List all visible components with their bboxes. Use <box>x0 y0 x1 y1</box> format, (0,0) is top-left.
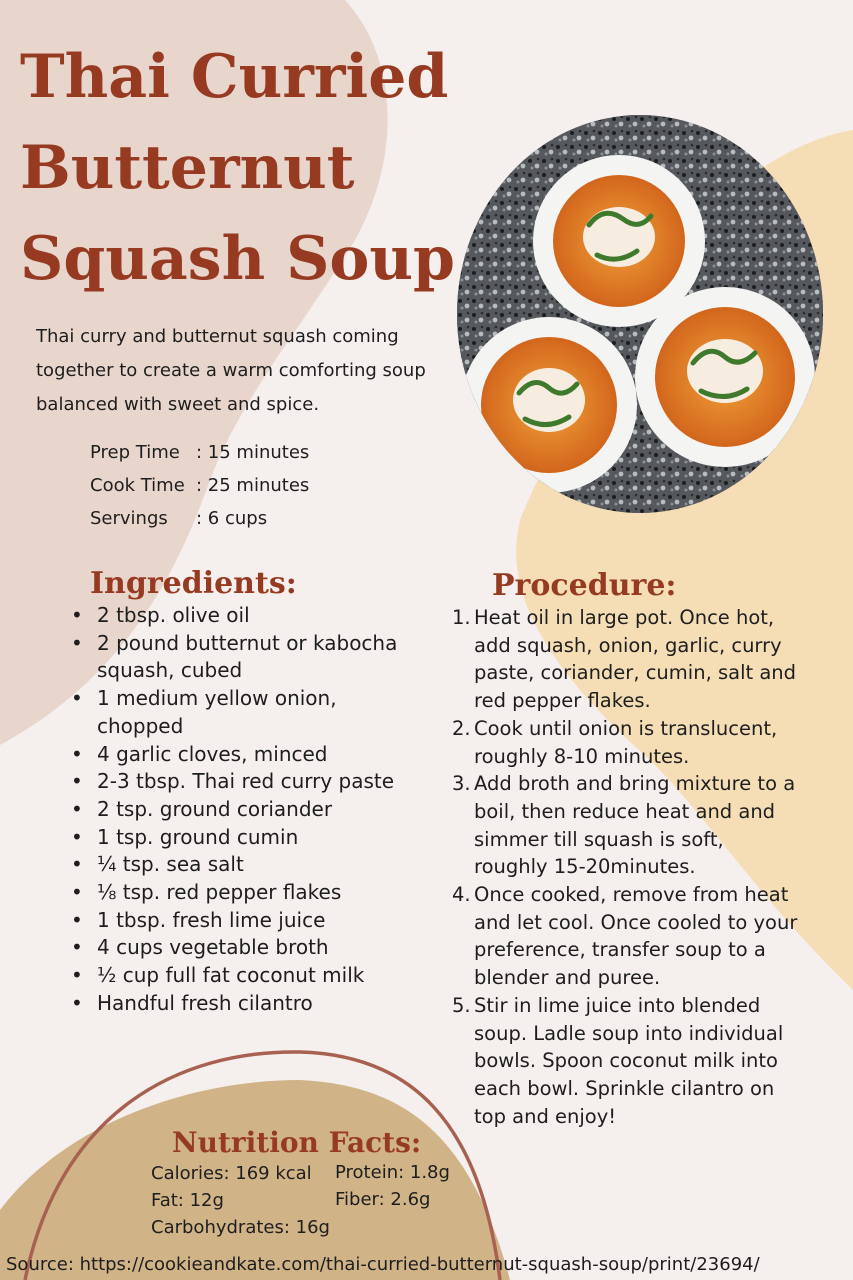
soup-photo <box>457 115 823 513</box>
nutrition-calories: Calories: 169 kcal <box>151 1163 312 1184</box>
ingredient-item: • ½ cup full fat coconut milk <box>97 962 417 990</box>
ingredients-list <box>97 602 417 1018</box>
step-number: 3. <box>452 772 471 796</box>
recipe-description: Thai curry and butternut squash coming together to create a warm comforting soup balanced with sweet and spice. <box>36 326 426 415</box>
procedure-step <box>452 770 802 881</box>
step-number: 4. <box>452 883 471 907</box>
ingredients-heading: Ingredients: <box>90 566 297 601</box>
recipe-title: Thai Curried Butternut Squash Soup <box>20 42 455 294</box>
procedure-step <box>452 715 802 770</box>
step-number: 2. <box>452 716 471 740</box>
servings: Servings : 6 cups <box>90 508 268 529</box>
ingredient-item: • 4 cups vegetable broth <box>97 934 417 962</box>
procedure-step <box>452 881 802 992</box>
step-text: Add broth and bring mixture to a boil, then reduce heat and and simmer till squash is soft, roughly 15-20minutes. <box>474 772 796 879</box>
procedure-list <box>452 604 802 1130</box>
ingredient-item: • 2 pound butternut or kabocha squash, cubed <box>97 630 417 685</box>
nutrition-left-column <box>151 1160 330 1241</box>
nutrition-heading: Nutrition Facts: <box>172 1126 422 1159</box>
soup-bowls-image <box>457 115 823 513</box>
cook-time: Cook Time : 25 minutes <box>90 475 310 496</box>
nutrition-carbs: Carbohydrates: 16g <box>151 1217 330 1238</box>
step-number: 5. <box>452 993 471 1017</box>
ingredient-item: • 1 medium yellow onion, chopped <box>97 685 417 740</box>
ingredient-item: • ⅛ tsp. red pepper flakes <box>97 879 417 907</box>
procedure-step <box>452 992 802 1131</box>
recipe-meta <box>90 436 309 535</box>
nutrition-right-column <box>335 1159 450 1213</box>
step-text: Once cooked, remove from heat and let cool. Once cooled to your preference, transfer soup to a blender and puree. <box>474 883 798 990</box>
ingredient-item: • Handful fresh cilantro <box>97 990 417 1018</box>
procedure-heading: Procedure: <box>492 568 677 603</box>
ingredient-item: • 2 tsp. ground coriander <box>97 796 417 824</box>
step-text: Heat oil in large pot. Once hot, add squash, onion, garlic, curry paste, coriander, cumin, salt and red pepper flakes. <box>474 606 797 713</box>
prep-time: Prep Time : 15 minutes <box>90 442 310 463</box>
step-text: Cook until onion is translucent, roughly 8-10 minutes. <box>474 716 778 768</box>
ingredient-item: • 2 tbsp. olive oil <box>97 602 417 630</box>
ingredient-item: • 4 garlic cloves, minced <box>97 741 417 769</box>
ingredient-item: • 1 tbsp. fresh lime juice <box>97 907 417 935</box>
ingredient-item: • 2-3 tbsp. Thai red curry paste <box>97 768 417 796</box>
nutrition-fiber: Fiber: 2.6g <box>335 1189 431 1210</box>
step-number: 1. <box>452 606 471 629</box>
procedure-step <box>452 604 802 715</box>
nutrition-protein: Protein: 1.8g <box>335 1162 450 1183</box>
nutrition-fat: Fat: 12g <box>151 1190 224 1211</box>
source-link[interactable]: Source: https://cookieandkate.com/thai-curried-butternut-squash-soup/print/23694/ <box>6 1254 760 1275</box>
step-text: Stir in lime juice into blended soup. Ladle soup into individual bowls. Spoon coconut milk into each bowl. Sprinkle cilantro on top and enjoy! <box>474 993 784 1128</box>
ingredient-item: • 1 tsp. ground cumin <box>97 824 417 852</box>
ingredient-item: • ¼ tsp. sea salt <box>97 851 417 879</box>
